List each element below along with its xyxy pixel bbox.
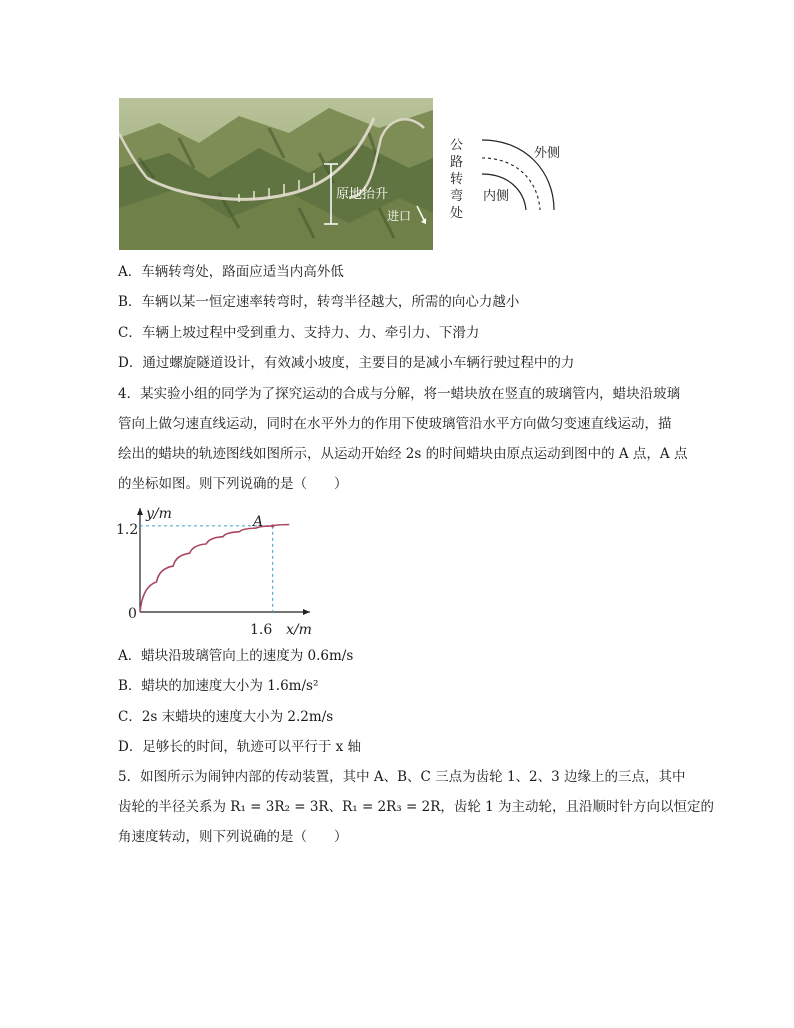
q4-stem-line: 的坐标如图。则下列说确的是（ ） xyxy=(118,476,348,492)
svg-text:路: 路 xyxy=(450,155,464,170)
origin-label: 0 xyxy=(128,606,137,622)
q4-stem-line: 管向上做匀速直线运动，同时在水平外力的作用下使玻璃管沿水平方向做匀变速直线运动，描 xyxy=(118,416,672,432)
trajectory-curve xyxy=(140,524,289,612)
svg-text:处: 处 xyxy=(450,206,464,221)
trajectory-graph xyxy=(110,500,330,640)
point-a xyxy=(271,524,274,527)
q4-stem-line: 4．某实验小组的同学为了探究运动的合成与分解，将一蜡块放在竖直的玻璃管内，蜡块沿玻璃 xyxy=(118,386,681,402)
svg-text:转: 转 xyxy=(450,172,464,187)
q4-option-b: B．蜡块的加速度大小为 1.6m/s² xyxy=(118,678,319,694)
y-axis-label: y/m xyxy=(146,506,172,522)
svg-text:弯: 弯 xyxy=(450,189,464,204)
q4-option-d: D．足够长的时间，轨迹可以平行于 x 轴 xyxy=(118,739,362,755)
x-axis-arrow xyxy=(303,609,310,615)
q5-stem xyxy=(118,762,715,852)
x-tick-label: 1.6 xyxy=(250,622,273,638)
q3-option-c: C．车辆上坡过程中受到重力、支持力、力、牵引力、下滑力 xyxy=(118,325,480,341)
q5-stem-line: 角速度转动，则下列说确的是（ ） xyxy=(118,829,348,845)
q3-option-d: D．通过螺旋隧道设计，有效减小坡度，主要目的是减小车辆行驶过程中的力 xyxy=(118,355,575,371)
y-axis-arrow xyxy=(137,508,143,515)
q4-stem xyxy=(118,379,688,499)
road-vertical-label xyxy=(450,138,463,221)
mountain-road-photo xyxy=(119,98,433,250)
outer-label: 外侧 xyxy=(534,146,561,161)
q4-option-a: A．蜡块沿玻璃管向上的速度为 0.6m/s xyxy=(118,648,354,664)
x-axis-label: x/m xyxy=(286,622,312,638)
inner-label: 内侧 xyxy=(483,189,510,204)
q4-option-c: C．2s 末蜡块的速度大小为 2.2m/s xyxy=(118,709,334,725)
photo-caption: 原地抬升 xyxy=(336,187,389,202)
y-tick-label: 1.2 xyxy=(116,522,139,538)
road-curve-diagram xyxy=(446,132,576,222)
q5-stem-line: 5．如图所示为闹钟内部的传动装置，其中 A、B、C 三点为齿轮 1、2、3 边缘上的三点，其中 xyxy=(118,769,686,785)
q3-option-a: A．车辆转弯处，路面应适当内高外低 xyxy=(118,264,344,280)
q3-option-b: B．车辆以某一恒定速率转弯时，转弯半径越大，所需的向心力越小 xyxy=(118,294,520,310)
svg-text:公: 公 xyxy=(450,138,464,153)
q4-stem-line: 绘出的蜡块的轨迹图线如图所示，从运动开始经 2s 的时间蜡块由原点运动到图中的 A 点，A 点 xyxy=(118,446,688,462)
q5-stem-line: 齿轮的半径关系为 R₁ = 3R₂ = 3R、R₁ = 2R₃ = 2R，齿轮 1 为主动轮，且沿顺时针方向以恒定的 xyxy=(118,799,715,815)
photo-exit-label: 进口 xyxy=(387,209,412,223)
point-a-label: A xyxy=(253,514,264,530)
